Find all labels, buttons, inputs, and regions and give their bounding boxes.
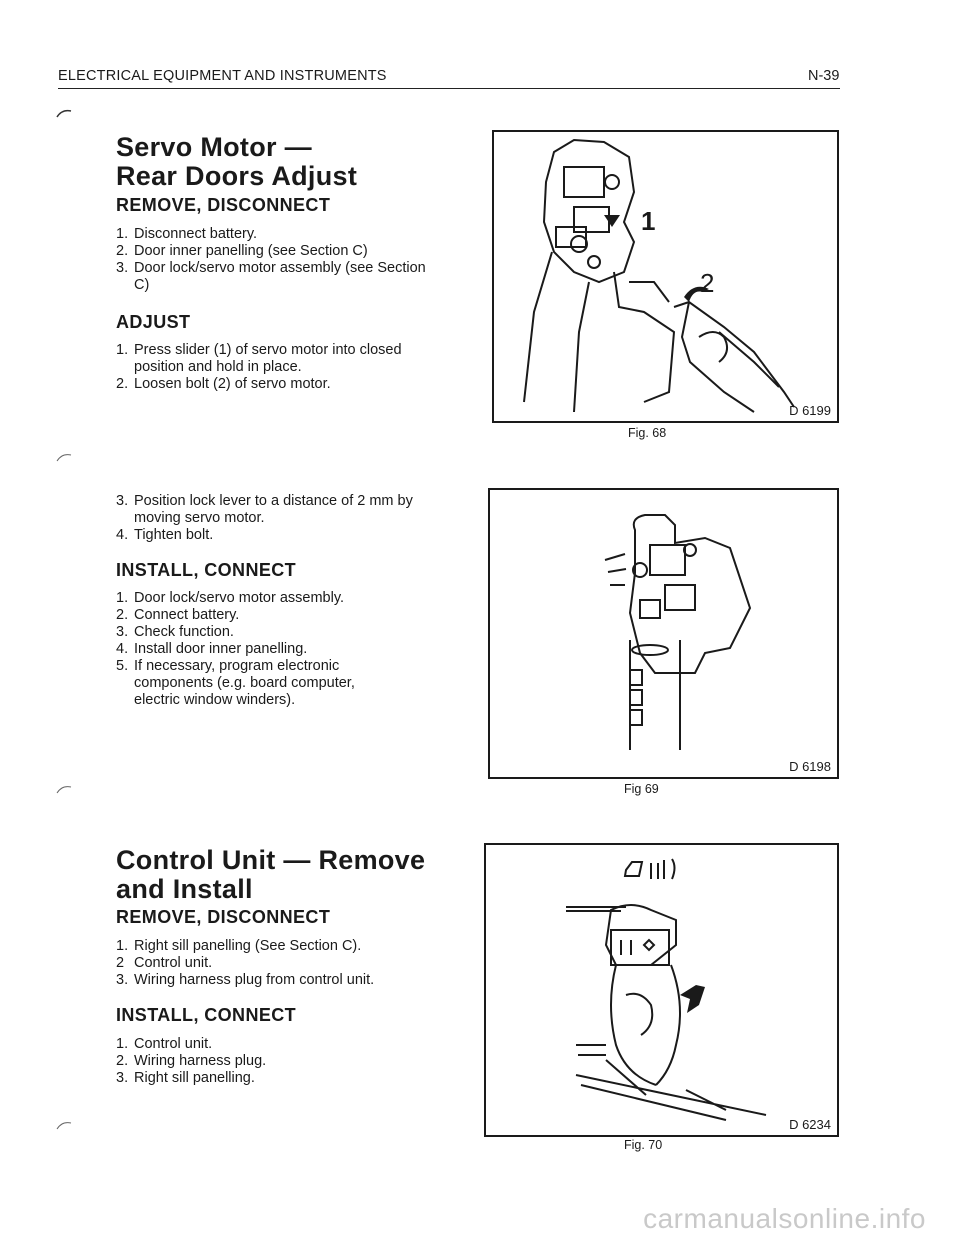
list-item-number: 2. [116,607,129,623]
section1-install-heading: INSTALL, CONNECT [116,560,297,580]
margin-mark [56,108,72,118]
list-item-text: Loosen bolt (2) of servo motor. [134,376,331,392]
list-item-text: Door lock/servo motor assembly (see Section C) [134,260,426,293]
list-item [116,376,406,393]
list-item-text: Tighten bolt. [134,527,214,543]
figure-69 [488,488,839,779]
list-item-number: 2. [116,243,129,259]
list-item-number: 4. [116,641,129,657]
list-item-number: 3. [116,624,129,640]
list-item-text: Check function. [134,624,234,640]
list-item [116,972,416,989]
list-item-number: 5. [116,658,129,674]
list-item [116,938,416,955]
list-item-text: Install door inner panelling. [134,641,308,657]
section1-title-line2: Rear Doors Adjust [116,161,358,191]
list-item-text: Right sill panelling (See Section C). [134,938,362,954]
figure-code: D 6199 [789,403,831,418]
running-header-title: ELECTRICAL EQUIPMENT AND INSTRUMENTS [58,68,387,84]
section1-remove-list [116,226,426,294]
margin-mark [56,784,72,794]
section2-remove-heading: REMOVE, DISCONNECT [116,907,331,927]
header-rule [58,88,840,89]
list-item-number: 2. [116,1053,129,1069]
door-lock-servo-illustration [494,132,837,421]
control-unit-sill-illustration [486,845,837,1135]
list-item-number: 1. [116,938,129,954]
list-item [116,260,426,294]
list-item-text: Position lock lever to a distance of 2 mm by moving servo motor. [134,493,413,526]
list-item [116,243,426,260]
list-item-number: 3. [116,493,129,509]
list-item-text: Wiring harness plug. [134,1053,267,1069]
list-item-number: 1. [116,590,129,606]
section1-install-list [116,590,396,709]
section2-install-list [116,1036,416,1087]
list-item-number: 2 [116,955,125,971]
list-item [116,641,396,658]
section1-adjust-list [116,342,406,393]
figure-70-caption: Fig. 70 [624,1138,663,1152]
list-item-text: Press slider (1) of servo motor into closed position and hold in place. [134,342,402,375]
figure-70 [484,843,839,1137]
list-item-text: Wiring harness plug from control unit. [134,972,375,988]
list-item [116,658,396,709]
list-item-number: 4. [116,527,129,543]
callout-1: 1 [641,206,656,236]
list-item-text: Control unit. [134,1036,213,1052]
section2-title [116,846,425,904]
page-number: N-39 [808,68,840,84]
list-item [116,607,396,624]
list-item [116,1053,416,1070]
list-item [116,342,406,376]
list-item-number: 2. [116,376,129,392]
section1-adjust-continued-list [116,493,462,544]
list-item [116,590,396,607]
list-item-number: 1. [116,226,129,242]
list-item-number: 1. [116,342,129,358]
list-item [116,624,396,641]
list-item [116,1036,416,1053]
section1-adjust-heading: ADJUST [116,312,191,332]
list-item-text: Right sill panelling. [134,1070,255,1086]
list-item-text: Connect battery. [134,607,240,623]
section2-remove-list [116,938,416,989]
servo-motor-adjusted-illustration [490,490,837,777]
figure-68-caption: Fig. 68 [628,426,667,440]
section1-title-line1: Servo Motor — [116,132,312,162]
callout-2: 2 [700,268,715,298]
list-item [116,226,426,243]
list-item-text: Door lock/servo motor assembly. [134,590,345,606]
figure-69-caption: Fig 69 [624,782,659,796]
list-item [116,955,416,972]
list-item [116,527,462,544]
figure-code: D 6198 [789,759,831,774]
margin-mark [56,452,72,462]
list-item-text: If necessary, program electronic components (e.g. board computer, electric window winders). [134,658,355,708]
list-item [116,493,462,527]
figure-68 [492,130,839,423]
list-item-text: Disconnect battery. [134,226,258,242]
section1-remove-heading: REMOVE, DISCONNECT [116,195,331,215]
list-item-number: 3. [116,1070,129,1086]
list-item-text: Door inner panelling (see Section C) [134,243,368,259]
list-item-number: 1. [116,1036,129,1052]
section2-title-line2: and Install [116,874,253,904]
figure-code: D 6234 [789,1117,831,1132]
list-item [116,1070,416,1087]
section2-title-line1: Control Unit — Remove [116,845,426,875]
margin-mark [56,1120,72,1130]
list-item-number: 3. [116,260,129,276]
list-item-text: Control unit. [134,955,213,971]
list-item-number: 3. [116,972,129,988]
section1-title [116,133,357,191]
section2-install-heading: INSTALL, CONNECT [116,1005,297,1025]
watermark: carmanualsonline.info [643,1203,926,1234]
